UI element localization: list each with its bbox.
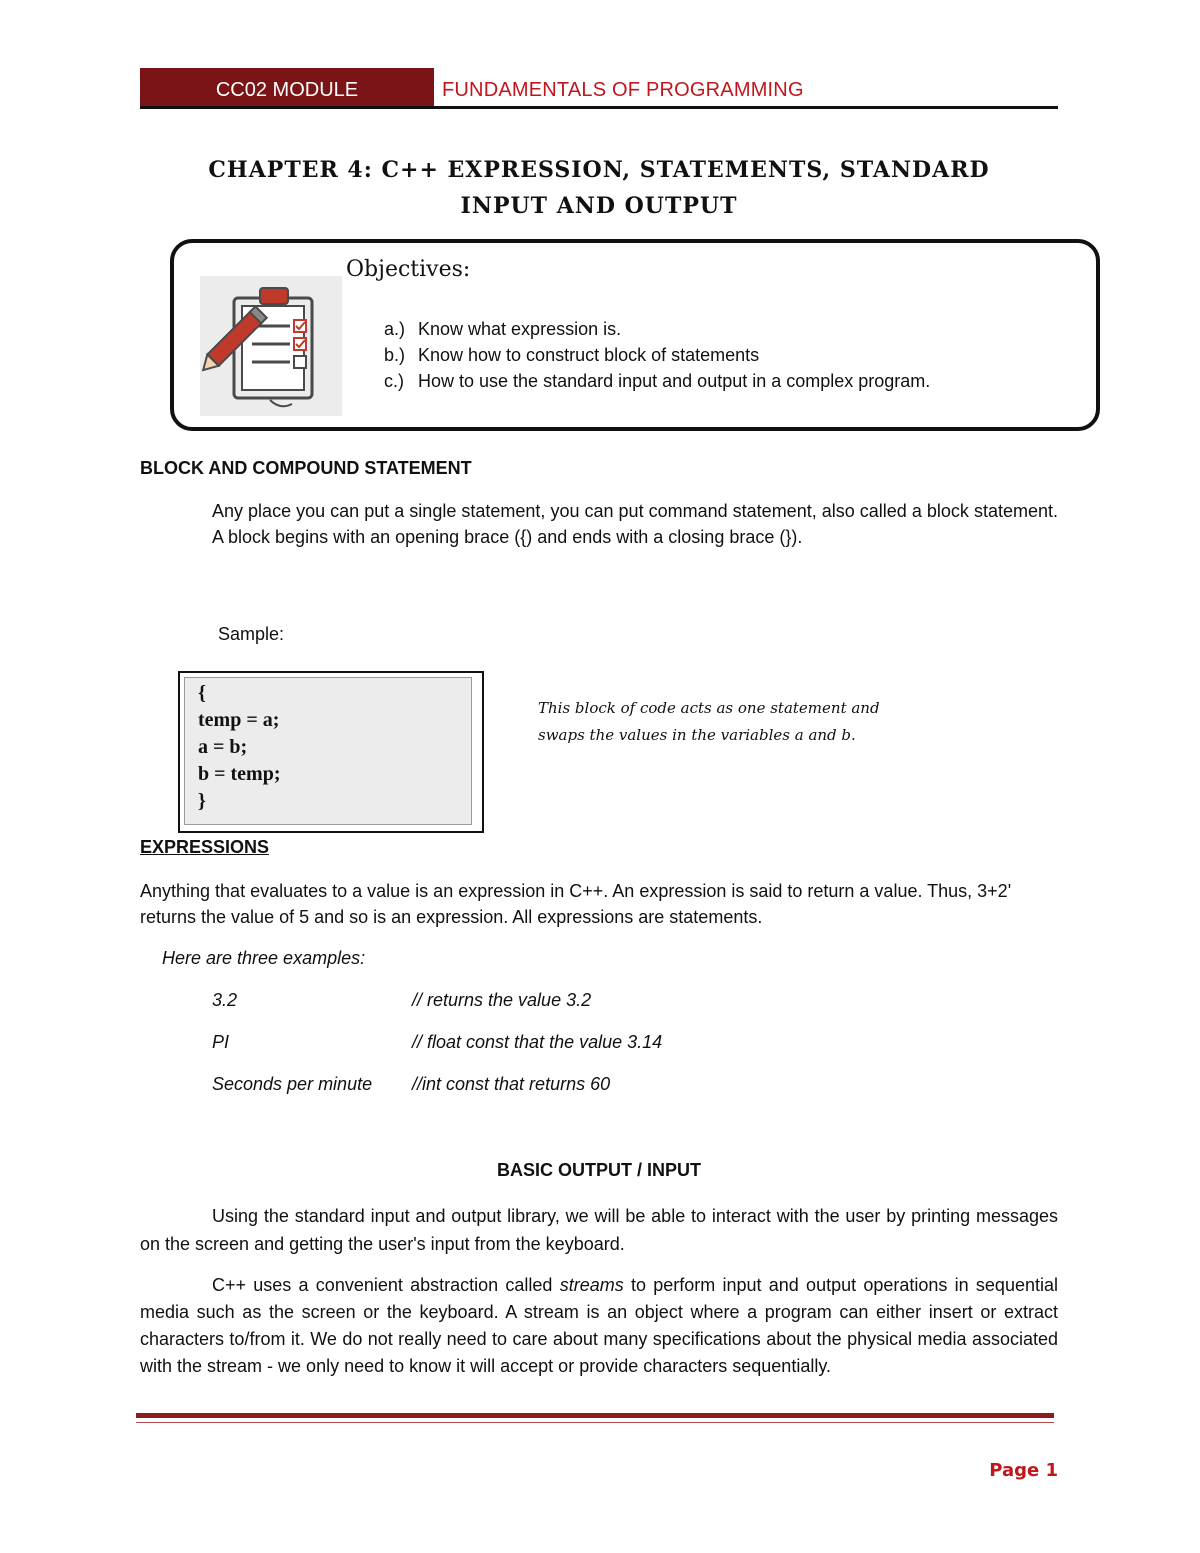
header-divider (140, 106, 1058, 109)
objectives-heading: Objectives: (346, 257, 471, 282)
objective-text: Know how to construct block of statements (418, 345, 760, 365)
objective-marker: c.) (384, 371, 404, 391)
checklist-clipboard-icon (200, 276, 342, 416)
example-expression: 3.2 (212, 990, 238, 1010)
example-comment: //int const that returns 60 (412, 1074, 611, 1094)
page-number: Page 1 (989, 1460, 1058, 1481)
examples-intro: Here are three examples: (162, 948, 366, 968)
footer-rule (136, 1413, 1054, 1418)
example-expression: PI (212, 1032, 230, 1052)
code-line: a = b; (198, 736, 248, 758)
example-row (212, 1032, 663, 1053)
objective-text: How to use the standard input and output in a complex program. (418, 371, 931, 391)
io-paragraph-1: Using the standard input and output library, we will be able to interact with the user by printing messages on the screen and getting the user's input from the keyboard. (140, 1206, 1058, 1254)
objective-marker: a.) (384, 319, 406, 339)
io-heading: BASIC OUTPUT / INPUT (496, 1160, 701, 1180)
code-line: } (198, 790, 206, 812)
io-paragraph-2-start: C++ uses a convenient abstraction called (212, 1275, 560, 1295)
sample-label: Sample: (218, 624, 285, 644)
chapter-title-line2: INPUT AND OUTPUT (460, 193, 738, 219)
example-row (212, 1074, 611, 1095)
example-comment: // returns the value 3.2 (412, 990, 592, 1010)
expressions-paragraph: Anything that evaluates to a value is an expression in C++. An expression is said to return a value. Thus, 3+2' returns the value of 5 and so is an expression. All expressions are statements. (140, 881, 1012, 927)
objective-item (384, 316, 930, 342)
chapter-title (140, 152, 1058, 224)
io-paragraph-2-end: to perform input and output operations in sequential media such as the screen or the keyboard. A stream is an object where a program can either insert or extract characters to/from it. We do not really need to care about many specifications about the physical media associated with the stream - we only need to know it will accept or provide characters sequentially. (140, 1275, 1058, 1376)
code-sample (198, 680, 281, 815)
io-paragraph-2-emphasis: streams (559, 1275, 624, 1295)
code-line: { (198, 682, 206, 704)
example-expression: Seconds per minute (212, 1074, 373, 1094)
course-title: FUNDAMENTALS OF PROGRAMMING (442, 79, 804, 101)
expressions-heading: EXPRESSIONS (140, 837, 270, 857)
code-note: This block of code acts as one statement and swaps the values in the variables a and b. (538, 699, 880, 744)
example-row (212, 990, 592, 1011)
objectives-list (384, 316, 930, 394)
chapter-title-line1: CHAPTER 4: C++ EXPRESSION, STATEMENTS, STANDARD (208, 157, 990, 183)
module-label: CC02 MODULE (140, 68, 434, 108)
objective-text: Know what expression is. (418, 319, 622, 339)
example-comment: // float const that the value 3.14 (412, 1032, 663, 1052)
objective-marker: b.) (384, 345, 406, 365)
block-section-paragraph: Any place you can put a single statement, you can put command statement, also called a block statement. A block begins with an opening brace ({) and ends with a closing brace (}). (212, 501, 1058, 547)
objective-item (384, 368, 930, 394)
io-paragraph-2 (140, 1272, 1058, 1380)
code-line: b = temp; (198, 763, 281, 785)
footer-rule-thin (136, 1422, 1054, 1423)
code-line: temp = a; (198, 709, 280, 731)
block-section-heading: BLOCK AND COMPOUND STATEMENT (140, 458, 472, 478)
objective-item (384, 342, 930, 368)
